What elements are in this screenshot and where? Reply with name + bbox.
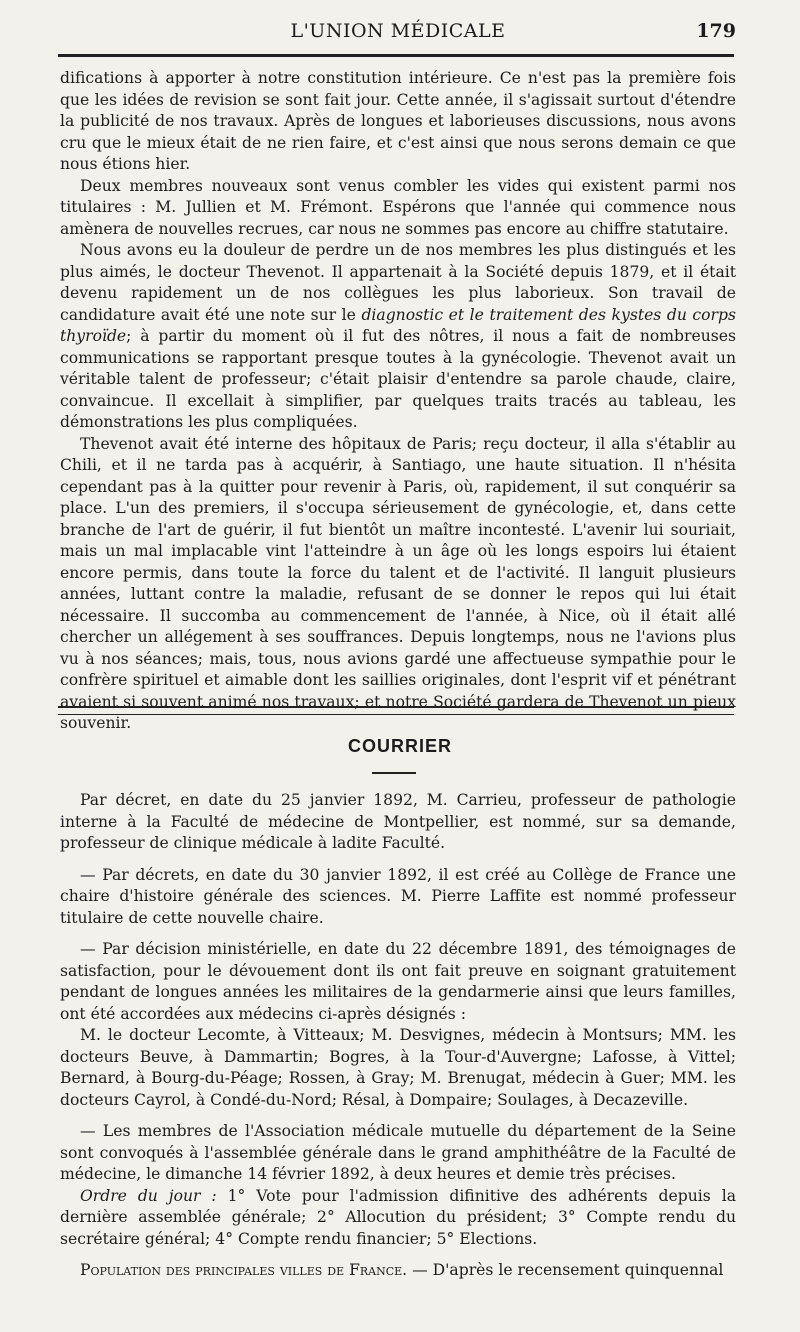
society-report-text xyxy=(60,68,736,735)
paragraph-thevenot xyxy=(60,240,736,434)
paragraph: Par décret, en date du 25 janvier 1892, M. Carrieu, professeur de pathologie interne à la Faculté de médecine de Montpellier, est nommé, sur sa demande, professeur de clinique médicale à ladite Faculté. xyxy=(60,791,736,852)
text-run: ; à partir du moment où il fut des nôtres, il nous a fait de nombreuses communications se rapportant presque toutes à la gynécologie. Thevenot avait un véritable talent de professeur; c'était plaisir d'entendre sa parole chaude, claire, convaincue. Il excellait à simplifier, par quelques traits tracés au tableau, les démonstrations les plus compliquées. xyxy=(60,327,736,431)
population-label: Population des principales villes de France. xyxy=(80,1261,408,1279)
text-run: Nous avons eu la douleur de perdre un de nos membres les plus distingués et les plus aimés, le docteur Thevenot. Il appartenait à la Société depuis 1879, et il était devenu rapidement un de nos collègues les plus laborieux. Son travail de candidature avait été une note sur le xyxy=(60,241,736,324)
running-title: L'UNION MÉDICALE xyxy=(290,20,506,42)
paragraph: difications à apporter à notre constitution intérieure. Ce n'est pas la première fois que les idées de revision se sont fait jour. Cette année, il s'agissait surtout d'étendre la publicité de nos travaux. Après de longues et laborieuses discussions, nous avons cru que le mieux était de ne rien faire, et c'est ainsi que nous serons demain ce que nous étions hier. xyxy=(60,69,736,173)
paragraph: — Les membres de l'Association médicale mutuelle du département de la Seine sont convoqués à l'assemblée générale dans le grand amphithéâtre de la Faculté de médecine, le dimanche 14 février 1892, à deux heures et demie très précises. xyxy=(60,1122,736,1183)
paragraph: Deux membres nouveaux sont venus combler les vides qui existent parmi nos titulaires : M. Jullien et M. Frémont. Espérons que l'année qui commence nous amènera de nouvelles recrues, car nous ne sommes pas encore au chiffre statutaire. xyxy=(60,176,736,238)
section-divider xyxy=(58,706,734,715)
agenda-label: Ordre du jour : xyxy=(80,1186,217,1205)
paragraph-agenda xyxy=(60,1186,736,1251)
paragraph: Thevenot avait été interne des hôpitaux de Paris; reçu docteur, il alla s'établir au Chili, et il ne tarda pas à acquérir, à Santiago, une haute situation. Il n'hésita cependant pas à la quitter pour revenir à Paris, où, rapidement, il sut conquérir sa place. L'un des premiers, il s'occupa sérieusement de gynécologie, et, dans cette branche de l'art de guérir, il fut bientôt un maître incontesté. L'avenir lui souriait, mais un mal implacable vint l'atteindre à un âge où les longs espoirs lui étaient encore permis, dans toute la force du talent et de l'activité. Il languit plusieurs années, luttant contre la maladie, refusant de se donner le repos qui lui était nécessaire. Il succomba au commencement de l'année, à Nice, où il était allé chercher un allégement à ses souffrances. Depuis longtemps, nous ne l'avions plus vu à nos séances; mais, tous, nous avions gardé une affectueuse sympathie pour le confrère spirituel et aimable dont les saillies originales, dont l'esprit vif et pénétrant avaient si souvent animé nos travaux; et notre Société gardera de Thevenot un pieux souvenir. xyxy=(60,434,736,732)
page-number: 179 xyxy=(696,20,736,42)
italic-title: diagnostic et le traitement des kystes du corps thyroïde xyxy=(60,305,736,345)
title-underline xyxy=(372,772,416,774)
paragraph: M. le docteur Lecomte, à Vitteaux; M. Desvignes, médecin à Montsurs; MM. les docteurs Beuve, à Dammartin; Bogres, à la Tour-d'Auvergne; Lafosse, à Vittel; Bernard, à Bourg-du-Péage; Rossen, à Gray; M. Brenugat, médecin à Guer; MM. les docteurs Cayrol, à Condé-du-Nord; Résal, à Dompaire; Soulages, à Decazeville. xyxy=(60,1026,736,1109)
header-rule xyxy=(58,54,734,57)
section-title: COURRIER xyxy=(347,736,452,756)
page-header xyxy=(60,16,736,56)
text-run: 1° Vote pour l'admission difinitive des adhérents depuis la dernière assemblée générale; 2° Allocution du président; 3° Compte rendu du secrétaire général; 4° Compte rendu financier; 5° Elections. xyxy=(60,1186,736,1248)
paragraph-population xyxy=(60,1260,736,1282)
paragraph: — Par décision ministérielle, en date du 22 décembre 1891, des témoignages de satisfaction, pour le dévouement dont ils ont fait preuve en soignant gratuitement pendant de longues années les militaires de la gendarmerie ainsi que leurs familles, ont été accordées aux médecins ci-après désignés : xyxy=(60,940,736,1023)
paragraph: — Par décrets, en date du 30 janvier 1892, il est créé au Collège de France une chaire d'histoire générale des sciences. M. Pierre Laffite est nommé professeur titulaire de cette nouvelle chaire. xyxy=(60,865,736,927)
text-run: — D'après le recensement quinquennal xyxy=(407,1261,724,1279)
courrier-text xyxy=(60,790,736,1282)
